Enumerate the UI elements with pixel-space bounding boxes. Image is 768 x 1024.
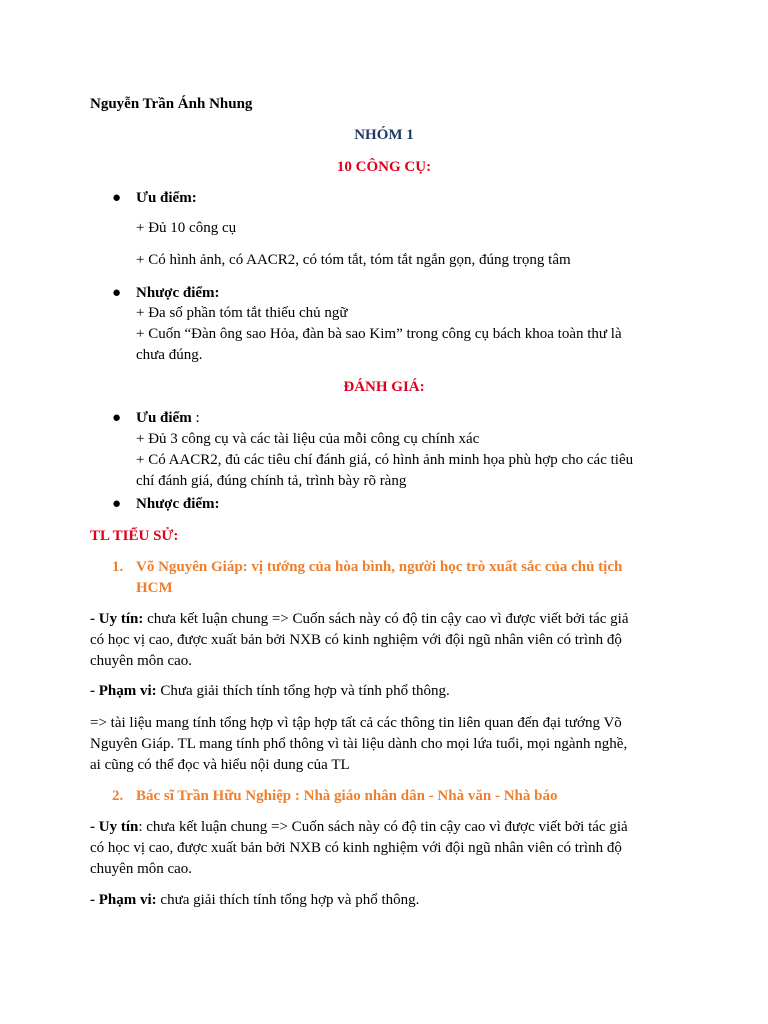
- uytin-text: : chưa kết luận chung => Cuốn sách này có độ tin cậy cao vì được viết bởi tác giả: [138, 819, 628, 835]
- conclusion-line: ai cũng có thể đọc và hiểu nội dung của TL: [90, 757, 350, 773]
- conclusion-line: Nguyên Giáp. TL mang tính phổ thông vì tài liệu dành cho mọi lứa tuổi, mọi ngành nghề,: [90, 736, 628, 752]
- pros-colon: :: [191, 410, 200, 426]
- author-name: Nguyễn Trần Ánh Nhung: [90, 96, 253, 112]
- cons-line: chưa đúng.: [136, 347, 203, 363]
- uytin-line: chuyên môn cao.: [90, 861, 193, 877]
- item-heading-line: Võ Nguyên Giáp: vị tướng của hòa bình, người học trò xuất sắc của chủ tịch: [136, 559, 623, 575]
- pros-line: + Có hình ảnh, có AACR2, có tóm tắt, tóm tắt ngắn gọn, đúng trọng tâm: [136, 252, 571, 268]
- pros-label: Ưu điểm:: [136, 190, 197, 206]
- item-heading: Bác sĩ Trần Hữu Nghiệp : Nhà giáo nhân dân - Nhà văn - Nhà báo: [136, 788, 558, 804]
- phamvi-label: - Phạm vi:: [90, 892, 157, 908]
- uytin-label: - Uy tín: [90, 819, 139, 835]
- bullet-icon: ●: [112, 190, 122, 206]
- pros-line: chí đánh giá, đúng chính tả, trình bày rõ ràng: [136, 473, 407, 489]
- phamvi-line: [90, 680, 450, 702]
- pros-line: + Đủ 3 công cụ và các tài liệu của mỗi công cụ chính xác: [136, 431, 480, 447]
- bullet-icon: ●: [112, 285, 122, 301]
- conclusion-line: => tài liệu mang tính tổng hợp vì tập hợp tất cả các thông tin liên quan đến đại tướng Võ: [90, 715, 622, 731]
- phamvi-label: - Phạm vi:: [90, 683, 157, 699]
- cons-line: + Cuốn “Đàn ông sao Hỏa, đàn bà sao Kim” trong công cụ bách khoa toàn thư là: [136, 326, 622, 342]
- bullet-icon: ●: [112, 496, 122, 512]
- list-number: 2.: [112, 788, 124, 804]
- pros-line: + Có AACR2, đủ các tiêu chí đánh giá, có hình ảnh minh họa phù hợp cho các tiêu: [136, 452, 634, 468]
- section-title-tools: 10 CÔNG CỤ:: [336, 159, 432, 175]
- phamvi-text: chưa giải thích tính tổng hợp và phổ thông.: [156, 892, 420, 908]
- uytin-line: chuyên môn cao.: [90, 653, 193, 669]
- uytin-line: [90, 816, 628, 838]
- group-title: NHÓM 1: [354, 127, 414, 143]
- cons-label: Nhược điểm:: [136, 496, 220, 512]
- pros-line: + Đủ 10 công cụ: [136, 220, 237, 236]
- eval-pros-heading: [136, 407, 200, 429]
- item-heading-line: HCM: [136, 580, 173, 596]
- uytin-text: chưa kết luận chung => Cuốn sách này có độ tin cậy cao vì được viết bởi tác giả: [143, 611, 629, 627]
- pros-label: Ưu điểm: [136, 410, 192, 426]
- uytin-label: - Uy tín:: [90, 611, 144, 627]
- cons-label: Nhược điểm:: [136, 285, 220, 301]
- uytin-line: có học vị cao, được xuất bản bởi NXB có kinh nghiệm với đội ngũ nhân viên có trình độ: [90, 840, 622, 856]
- phamvi-line: [90, 889, 419, 911]
- section-title-evaluation: ĐÁNH GIÁ:: [343, 379, 425, 395]
- section-title-biography: TL TIỂU SỬ:: [90, 528, 179, 544]
- uytin-line: [90, 608, 628, 630]
- bullet-icon: ●: [112, 410, 122, 426]
- phamvi-text: Chưa giải thích tính tổng hợp và tính phổ thông.: [156, 683, 450, 699]
- uytin-line: có học vị cao, được xuất bản bởi NXB có kinh nghiệm với đội ngũ nhân viên có trình độ: [90, 632, 622, 648]
- cons-line: + Đa số phần tóm tắt thiếu chủ ngữ: [136, 305, 348, 321]
- list-number: 1.: [112, 559, 124, 575]
